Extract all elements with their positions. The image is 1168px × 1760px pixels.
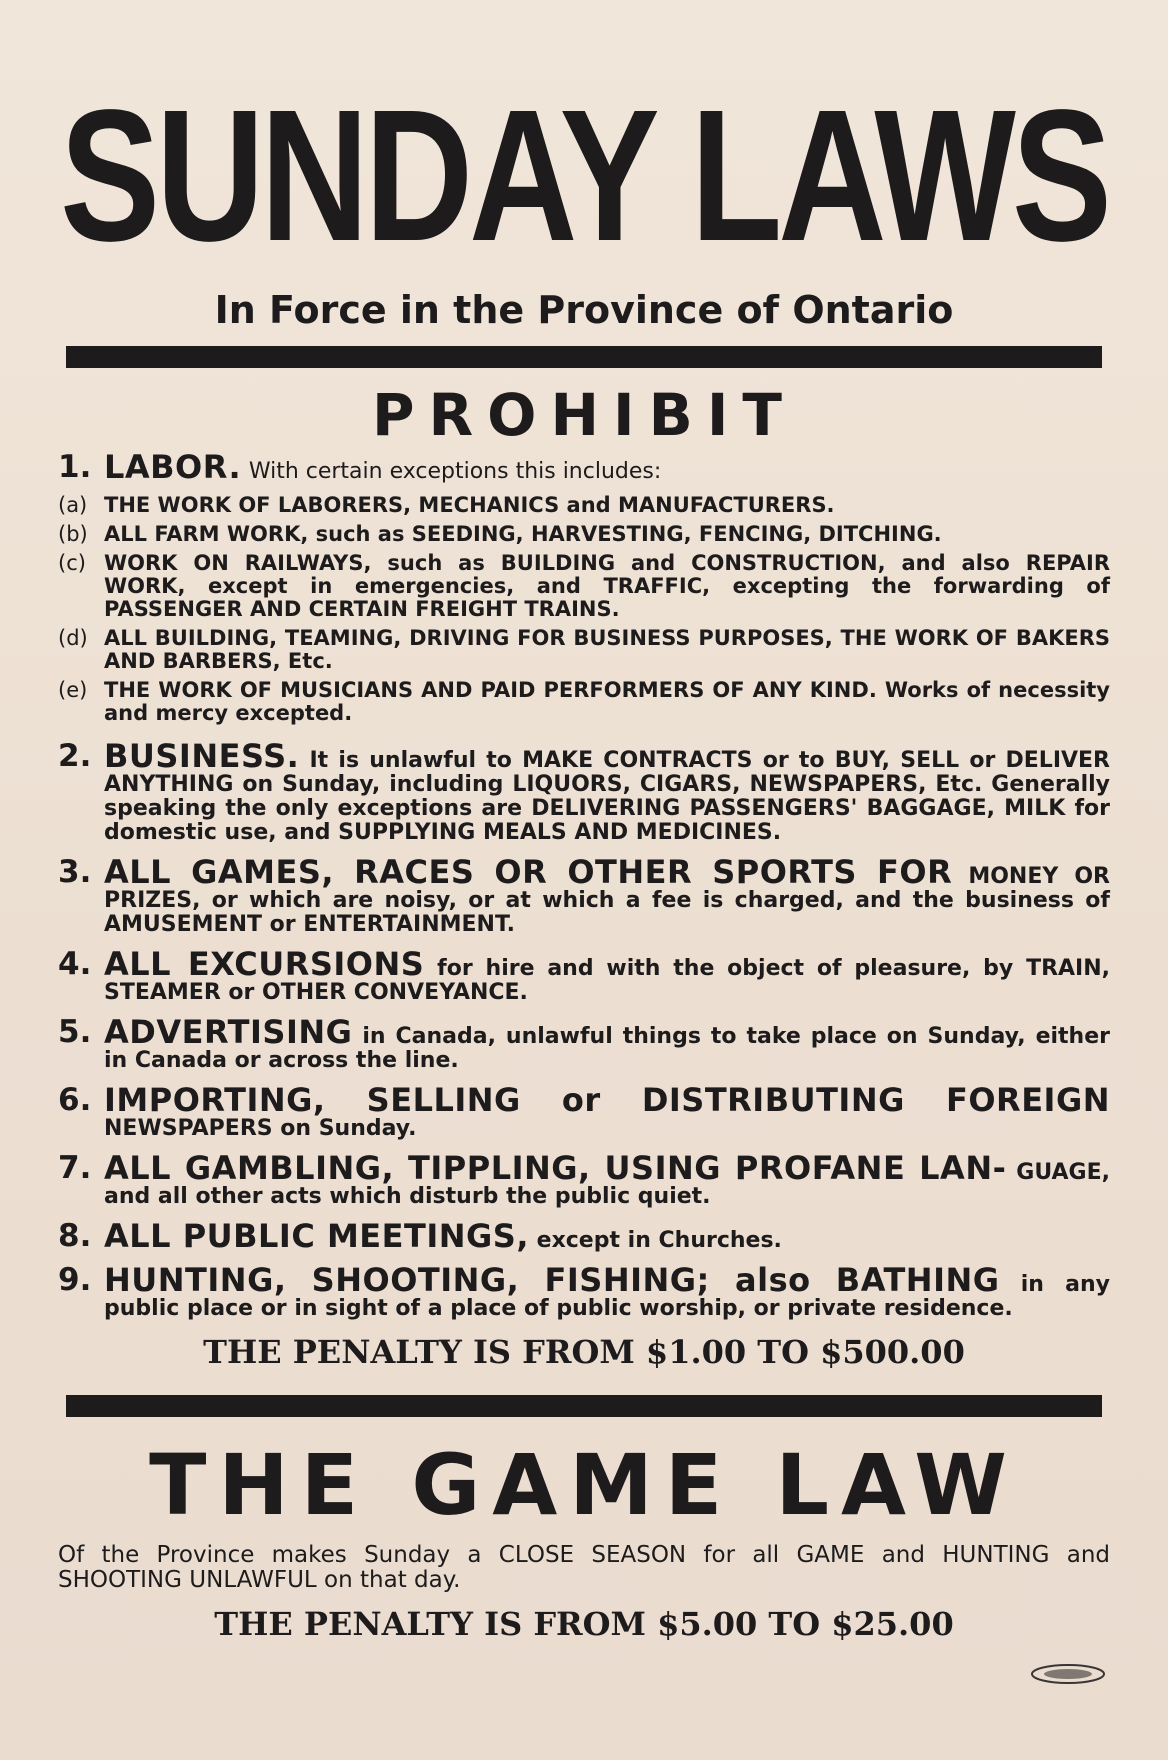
item-lead: ALL PUBLIC MEETINGS,: [104, 1217, 529, 1255]
item-rest: in Canada, unlawful things to take place on Sunday, either in Canada or across the line.: [104, 1024, 1110, 1073]
penalty-line-1: THE PENALTY IS FROM $1.00 TO $500.00: [203, 1333, 965, 1371]
item-rest: except in Churches.: [536, 1228, 782, 1253]
item-lead: ADVERTISING: [104, 1013, 353, 1051]
divider-rule-bottom: [66, 1395, 1102, 1417]
sub-item-text: WORK ON RAILWAYS, such as BUILDING and CONSTRUCTION, and also REPAIR WORK, except in emergencies, and TRAFFIC, excepting the forwarding of PASSENGER AND CERTAIN FREIGHT TRAINS.: [104, 551, 1110, 621]
printer-stamp-icon: [1028, 1660, 1108, 1693]
list-item: [58, 1219, 1110, 1253]
sub-item-letter: (b): [58, 522, 88, 546]
item-body: [104, 1015, 1110, 1073]
divider-rule-top: [66, 346, 1102, 368]
list-item: [58, 450, 1110, 484]
sub-item: [58, 494, 1110, 517]
poster-subtitle: In Force in the Province of Ontario: [214, 288, 954, 332]
item-rest: for hire and with the object of pleasure, by TRAIN, STEAMER or OTHER CONVEYANCE.: [104, 956, 1110, 1005]
item-lead: LABOR.: [104, 448, 242, 486]
sub-item-text: ALL FARM WORK, such as SEEDING, HARVESTING, FENCING, DITCHING.: [104, 522, 942, 546]
item-body: [104, 1083, 1110, 1141]
item-rest: NEWSPAPERS on Sunday.: [104, 1116, 417, 1141]
game-law-title: THE GAME LAW: [149, 1436, 1019, 1534]
item-number: 3.: [58, 854, 92, 890]
list-item: [58, 947, 1110, 1005]
item-lead: ALL GAMES, RACES OR OTHER SPORTS FOR: [104, 853, 953, 891]
list-item: [58, 1263, 1110, 1321]
sub-item-text: THE WORK OF LABORERS, MECHANICS and MANUFACTURERS.: [104, 493, 835, 517]
list-item: [58, 1151, 1110, 1209]
sub-item-letter: (a): [58, 493, 88, 517]
item-rest: It is unlawful to MAKE CONTRACTS or to BUY, SELL or DELIVER ANYTHING on Sunday, including LIQUORS, CIGARS, NEWSPAPERS, Etc. Generally speaking the only exceptions are DELIVERING PASSENGERS' BAGGAGE, MILK for domestic use, and SUPPLYING MEALS AND MEDICINES.: [104, 748, 1110, 845]
list-item: [58, 855, 1110, 937]
item-body: [104, 450, 1110, 484]
item-number: 4.: [58, 946, 92, 982]
sub-item: [58, 679, 1110, 725]
item-body: [104, 1151, 1110, 1209]
item-number: 1.: [58, 449, 92, 485]
penalty-line-2: THE PENALTY IS FROM $5.00 TO $25.00: [214, 1605, 954, 1643]
sub-item-text: THE WORK OF MUSICIANS AND PAID PERFORMERS OF ANY KIND. Works of necessity and mercy excepted.: [104, 678, 1110, 725]
item-lead: ALL EXCURSIONS: [104, 945, 425, 983]
item-body: [104, 855, 1110, 937]
prohibit-heading: PROHIBIT: [372, 381, 796, 449]
item-body: [104, 739, 1110, 845]
sub-item: [58, 552, 1110, 621]
sub-item-letter: (d): [58, 626, 88, 650]
list-item: [58, 739, 1110, 845]
item-lead: ALL GAMBLING, TIPPLING, USING PROFANE LAN-: [104, 1149, 1007, 1187]
list-item: [58, 1015, 1110, 1073]
sub-item-letter: (c): [58, 551, 86, 575]
item-number: 5.: [58, 1014, 92, 1050]
item-rest: GUAGE, and all other acts which disturb the public quiet.: [104, 1160, 1110, 1209]
item-lead: HUNTING, SHOOTING, FISHING; also BATHING: [104, 1261, 1000, 1299]
item-number: 2.: [58, 738, 92, 774]
item-number: 7.: [58, 1150, 92, 1186]
item-body: [104, 947, 1110, 1005]
item-number: 9.: [58, 1262, 92, 1298]
poster-title: SUNDAY LAWS: [60, 70, 1108, 280]
item-lead: BUSINESS.: [104, 737, 300, 775]
sub-item: [58, 627, 1110, 673]
item-body: [104, 1263, 1110, 1321]
sub-item: [58, 523, 1110, 546]
item-lead: IMPORTING, SELLING or DISTRIBUTING FOREIGN: [104, 1081, 1110, 1119]
item-rest: With certain exceptions this includes:: [248, 459, 662, 484]
item-number: 6.: [58, 1082, 92, 1118]
game-law-text: Of the Province makes Sunday a CLOSE SEASON for all GAME and HUNTING and SHOOTING UNLAWFUL on that day.: [58, 1542, 1110, 1593]
sub-item-text: ALL BUILDING, TEAMING, DRIVING FOR BUSINESS PURPOSES, THE WORK OF BAKERS AND BARBERS, Etc.: [104, 626, 1110, 673]
item-number: 8.: [58, 1218, 92, 1254]
item-rest: MONEY OR PRIZES, or which are noisy, or at which a fee is charged, and the business of AMUSEMENT or ENTERTAINMENT.: [104, 864, 1110, 937]
item-body: [104, 1219, 1110, 1253]
sub-item-letter: (e): [58, 678, 88, 702]
list-item: [58, 1083, 1110, 1141]
item-rest: in any public place or in sight of a place of public worship, or private residence.: [104, 1272, 1110, 1321]
